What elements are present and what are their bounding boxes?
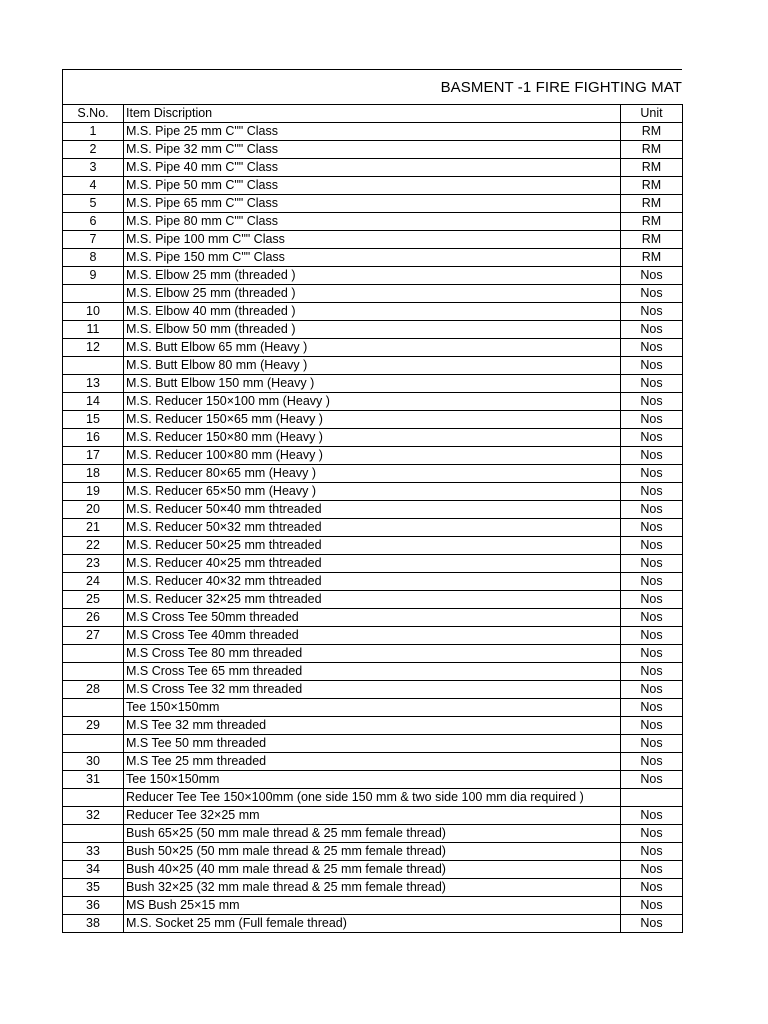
- cell-sno[interactable]: 24: [63, 573, 124, 591]
- header-description[interactable]: Item Discription: [124, 105, 621, 123]
- table-row: [63, 195, 683, 213]
- cell-description[interactable]: M.S Tee 50 mm threaded: [124, 735, 621, 753]
- table-row: [63, 627, 683, 645]
- cell-sno[interactable]: [63, 735, 124, 753]
- cell-unit[interactable]: RM: [621, 177, 683, 195]
- table-row: [63, 321, 683, 339]
- cell-sno[interactable]: 23: [63, 555, 124, 573]
- cell-sno[interactable]: [63, 699, 124, 717]
- table-row: [63, 231, 683, 249]
- cell-sno[interactable]: 1: [63, 123, 124, 141]
- cell-unit[interactable]: Nos: [621, 537, 683, 555]
- cell-unit[interactable]: Nos: [621, 699, 683, 717]
- cell-unit[interactable]: Nos: [621, 861, 683, 879]
- table-row: [63, 519, 683, 537]
- cell-sno[interactable]: 11: [63, 321, 124, 339]
- cell-description[interactable]: M.S. Pipe 40 mm C"" Class: [124, 159, 621, 177]
- cell-unit[interactable]: Nos: [621, 591, 683, 609]
- cell-description[interactable]: M.S. Reducer 65×50 mm (Heavy ): [124, 483, 621, 501]
- table-row: [63, 429, 683, 447]
- cell-description[interactable]: Bush 32×25 (32 mm male thread & 25 mm female thread): [124, 879, 621, 897]
- table-row: [63, 249, 683, 267]
- cell-sno[interactable]: [63, 663, 124, 681]
- cell-sno[interactable]: [63, 645, 124, 663]
- cell-description[interactable]: M.S. Pipe 100 mm C"" Class: [124, 231, 621, 249]
- header-unit[interactable]: Unit: [621, 105, 683, 123]
- cell-unit[interactable]: Nos: [621, 447, 683, 465]
- cell-unit[interactable]: RM: [621, 195, 683, 213]
- cell-sno[interactable]: 8: [63, 249, 124, 267]
- cell-unit[interactable]: Nos: [621, 843, 683, 861]
- cell-description[interactable]: Bush 50×25 (50 mm male thread & 25 mm female thread): [124, 843, 621, 861]
- cell-sno[interactable]: [63, 285, 124, 303]
- cell-unit[interactable]: Nos: [621, 915, 683, 933]
- cell-sno[interactable]: 26: [63, 609, 124, 627]
- cell-description[interactable]: M.S. Pipe 25 mm C"" Class: [124, 123, 621, 141]
- cell-description[interactable]: M.S Tee 25 mm threaded: [124, 753, 621, 771]
- cell-unit[interactable]: Nos: [621, 609, 683, 627]
- cell-sno[interactable]: 29: [63, 717, 124, 735]
- cell-sno[interactable]: [63, 825, 124, 843]
- cell-unit[interactable]: Nos: [621, 879, 683, 897]
- cell-unit[interactable]: Nos: [621, 807, 683, 825]
- cell-unit[interactable]: Nos: [621, 501, 683, 519]
- cell-sno[interactable]: 21: [63, 519, 124, 537]
- cell-unit[interactable]: Nos: [621, 429, 683, 447]
- cell-unit[interactable]: Nos: [621, 681, 683, 699]
- cell-unit[interactable]: RM: [621, 159, 683, 177]
- sheet-title: BASMENT -1 FIRE FIGHTING MAT: [440, 79, 682, 96]
- cell-sno[interactable]: 10: [63, 303, 124, 321]
- table-row: [63, 753, 683, 771]
- cell-description[interactable]: M.S Cross Tee 50mm threaded: [124, 609, 621, 627]
- table-row: [63, 609, 683, 627]
- cell-sno[interactable]: 25: [63, 591, 124, 609]
- cell-description[interactable]: M.S Cross Tee 40mm threaded: [124, 627, 621, 645]
- cell-description[interactable]: M.S. Butt Elbow 80 mm (Heavy ): [124, 357, 621, 375]
- cell-description[interactable]: M.S. Reducer 100×80 mm (Heavy ): [124, 447, 621, 465]
- cell-description[interactable]: M.S. Reducer 150×100 mm (Heavy ): [124, 393, 621, 411]
- cell-sno[interactable]: 32: [63, 807, 124, 825]
- table-row: [63, 393, 683, 411]
- cell-description[interactable]: M.S Cross Tee 65 mm threaded: [124, 663, 621, 681]
- table-row: [63, 879, 683, 897]
- cell-description[interactable]: Tee 150×150mm: [124, 699, 621, 717]
- cell-unit[interactable]: Nos: [621, 483, 683, 501]
- cell-description[interactable]: M.S. Socket 25 mm (Full female thread): [124, 915, 621, 933]
- table-row: [63, 825, 683, 843]
- cell-unit[interactable]: Nos: [621, 555, 683, 573]
- table-row: [63, 897, 683, 915]
- table-row: [63, 717, 683, 735]
- cell-sno[interactable]: 9: [63, 267, 124, 285]
- cell-description[interactable]: M.S. Pipe 50 mm C"" Class: [124, 177, 621, 195]
- table-row: [63, 339, 683, 357]
- cell-sno[interactable]: 30: [63, 753, 124, 771]
- cell-description[interactable]: M.S. Elbow 25 mm (threaded ): [124, 285, 621, 303]
- cell-description[interactable]: M.S Tee 32 mm threaded: [124, 717, 621, 735]
- cell-unit[interactable]: Nos: [621, 267, 683, 285]
- cell-description[interactable]: M.S. Reducer 150×80 mm (Heavy ): [124, 429, 621, 447]
- cell-unit[interactable]: Nos: [621, 627, 683, 645]
- header-sno[interactable]: S.No.: [63, 105, 124, 123]
- table-row: [63, 555, 683, 573]
- cell-description[interactable]: Bush 40×25 (40 mm male thread & 25 mm female thread): [124, 861, 621, 879]
- cell-sno[interactable]: 6: [63, 213, 124, 231]
- cell-description[interactable]: MS Bush 25×15 mm: [124, 897, 621, 915]
- cell-description[interactable]: M.S. Pipe 65 mm C"" Class: [124, 195, 621, 213]
- table-row: [63, 213, 683, 231]
- cell-unit[interactable]: Nos: [621, 717, 683, 735]
- cell-description[interactable]: M.S Cross Tee 80 mm threaded: [124, 645, 621, 663]
- cell-sno[interactable]: 34: [63, 861, 124, 879]
- table-row: [63, 177, 683, 195]
- table-row: [63, 807, 683, 825]
- table-row: [63, 735, 683, 753]
- cell-unit[interactable]: Nos: [621, 663, 683, 681]
- cell-description[interactable]: Reducer Tee 32×25 mm: [124, 807, 621, 825]
- cell-unit[interactable]: Nos: [621, 573, 683, 591]
- cell-description[interactable]: M.S. Reducer 32×25 mm thtreaded: [124, 591, 621, 609]
- table-row: [63, 447, 683, 465]
- cell-unit[interactable]: Nos: [621, 735, 683, 753]
- cell-sno[interactable]: 16: [63, 429, 124, 447]
- table-row: [63, 357, 683, 375]
- cell-sno[interactable]: 20: [63, 501, 124, 519]
- spreadsheet: [62, 69, 682, 933]
- cell-unit[interactable]: RM: [621, 213, 683, 231]
- table-row: [63, 159, 683, 177]
- cell-description[interactable]: M.S. Pipe 80 mm C"" Class: [124, 213, 621, 231]
- cell-sno[interactable]: 15: [63, 411, 124, 429]
- cell-sno[interactable]: 4: [63, 177, 124, 195]
- cell-sno[interactable]: 5: [63, 195, 124, 213]
- cell-description[interactable]: Bush 65×25 (50 mm male thread & 25 mm female thread): [124, 825, 621, 843]
- cell-description[interactable]: M.S. Pipe 150 mm C"" Class: [124, 249, 621, 267]
- cell-sno[interactable]: 36: [63, 897, 124, 915]
- cell-description[interactable]: M.S. Reducer 50×32 mm thtreaded: [124, 519, 621, 537]
- cell-unit[interactable]: Nos: [621, 303, 683, 321]
- cell-description[interactable]: M.S. Elbow 25 mm (threaded ): [124, 267, 621, 285]
- cell-unit[interactable]: RM: [621, 231, 683, 249]
- cell-sno[interactable]: 27: [63, 627, 124, 645]
- cell-sno[interactable]: 31: [63, 771, 124, 789]
- table-row: [63, 411, 683, 429]
- cell-unit[interactable]: Nos: [621, 321, 683, 339]
- cell-unit[interactable]: Nos: [621, 285, 683, 303]
- cell-description[interactable]: Reducer Tee Tee 150×100mm (one side 150 mm & two side 100 mm dia required ): [124, 789, 621, 807]
- header-row: [63, 105, 683, 123]
- cell-unit[interactable]: Nos: [621, 393, 683, 411]
- table-row: [63, 699, 683, 717]
- items-table: [62, 104, 683, 933]
- table-row: [63, 501, 683, 519]
- table-row: [63, 573, 683, 591]
- table-row: [63, 375, 683, 393]
- table-row: [63, 915, 683, 933]
- cell-sno[interactable]: [63, 789, 124, 807]
- cell-sno[interactable]: 14: [63, 393, 124, 411]
- table-row: [63, 465, 683, 483]
- cell-sno[interactable]: 19: [63, 483, 124, 501]
- table-row: [63, 267, 683, 285]
- table-row: [63, 789, 683, 807]
- cell-sno[interactable]: 18: [63, 465, 124, 483]
- table-row: [63, 537, 683, 555]
- cell-description[interactable]: M.S. Butt Elbow 65 mm (Heavy ): [124, 339, 621, 357]
- cell-description[interactable]: M.S. Butt Elbow 150 mm (Heavy ): [124, 375, 621, 393]
- cell-description[interactable]: M.S. Reducer 80×65 mm (Heavy ): [124, 465, 621, 483]
- cell-unit[interactable]: RM: [621, 141, 683, 159]
- cell-unit[interactable]: RM: [621, 249, 683, 267]
- cell-sno[interactable]: 3: [63, 159, 124, 177]
- table-row: [63, 645, 683, 663]
- cell-unit[interactable]: Nos: [621, 771, 683, 789]
- cell-description[interactable]: Tee 150×150mm: [124, 771, 621, 789]
- cell-sno[interactable]: 12: [63, 339, 124, 357]
- table-row: [63, 303, 683, 321]
- cell-description[interactable]: M.S. Reducer 150×65 mm (Heavy ): [124, 411, 621, 429]
- cell-unit[interactable]: Nos: [621, 753, 683, 771]
- cell-description[interactable]: M.S. Elbow 40 mm (threaded ): [124, 303, 621, 321]
- cell-unit[interactable]: Nos: [621, 519, 683, 537]
- cell-description[interactable]: M.S. Reducer 40×32 mm thtreaded: [124, 573, 621, 591]
- cell-description[interactable]: M.S. Reducer 50×40 mm thtreaded: [124, 501, 621, 519]
- cell-description[interactable]: M.S. Reducer 40×25 mm thtreaded: [124, 555, 621, 573]
- cell-description[interactable]: M.S. Pipe 32 mm C"" Class: [124, 141, 621, 159]
- table-row: [63, 681, 683, 699]
- cell-description[interactable]: M.S Cross Tee 32 mm threaded: [124, 681, 621, 699]
- table-row: [63, 285, 683, 303]
- cell-unit[interactable]: Nos: [621, 339, 683, 357]
- cell-sno[interactable]: 2: [63, 141, 124, 159]
- table-row: [63, 861, 683, 879]
- table-row: [63, 663, 683, 681]
- title-row: [62, 69, 682, 104]
- table-row: [63, 483, 683, 501]
- cell-sno[interactable]: 22: [63, 537, 124, 555]
- cell-unit[interactable]: Nos: [621, 357, 683, 375]
- cell-sno[interactable]: 13: [63, 375, 124, 393]
- cell-sno[interactable]: 33: [63, 843, 124, 861]
- cell-unit[interactable]: [621, 789, 683, 807]
- cell-unit[interactable]: Nos: [621, 645, 683, 663]
- table-row: [63, 591, 683, 609]
- cell-sno[interactable]: 17: [63, 447, 124, 465]
- cell-sno[interactable]: 38: [63, 915, 124, 933]
- cell-sno[interactable]: 7: [63, 231, 124, 249]
- table-row: [63, 123, 683, 141]
- cell-sno[interactable]: [63, 357, 124, 375]
- table-row: [63, 141, 683, 159]
- cell-description[interactable]: M.S. Elbow 50 mm (threaded ): [124, 321, 621, 339]
- cell-unit[interactable]: Nos: [621, 465, 683, 483]
- cell-sno[interactable]: 28: [63, 681, 124, 699]
- cell-unit[interactable]: Nos: [621, 411, 683, 429]
- cell-sno[interactable]: 35: [63, 879, 124, 897]
- table-row: [63, 843, 683, 861]
- table-row: [63, 771, 683, 789]
- cell-unit[interactable]: Nos: [621, 897, 683, 915]
- cell-unit[interactable]: Nos: [621, 375, 683, 393]
- cell-description[interactable]: M.S. Reducer 50×25 mm thtreaded: [124, 537, 621, 555]
- cell-unit[interactable]: RM: [621, 123, 683, 141]
- cell-unit[interactable]: Nos: [621, 825, 683, 843]
